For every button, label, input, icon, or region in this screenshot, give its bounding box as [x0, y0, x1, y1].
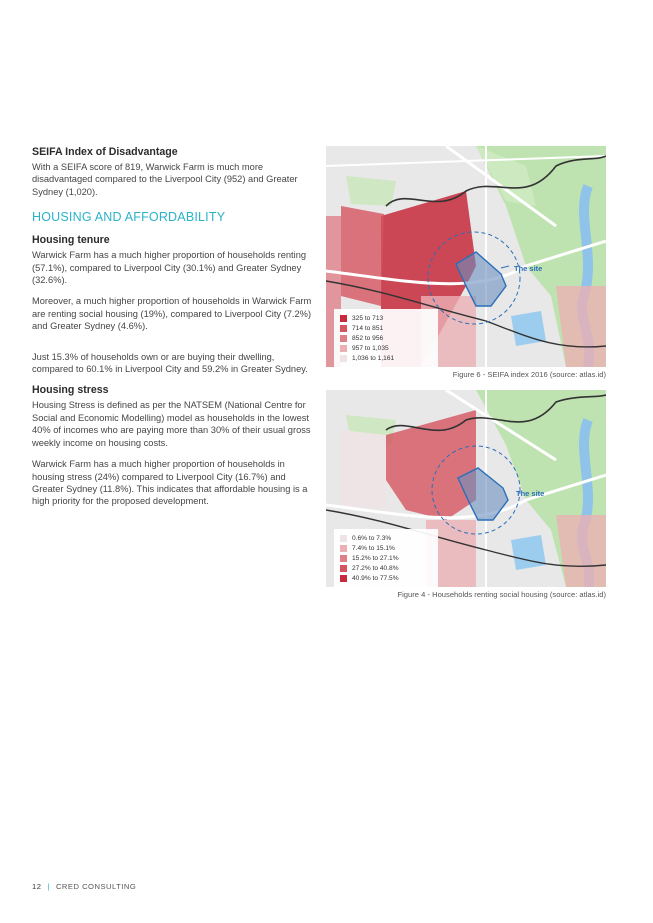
footer-org: CRED CONSULTING [55, 882, 137, 891]
social-housing-legend [334, 529, 438, 587]
tenure-heading: Housing tenure [32, 234, 110, 247]
section-title: HOUSING AND AFFORDABILITY [32, 210, 226, 225]
tenure-paragraph-3: Just 15.3% of households own or are buying their dwelling, compared to 60.1% in Liverpool City and 59.2% in Greater Sydney. [32, 351, 308, 375]
social-housing-map [326, 390, 606, 587]
legend-swatch [340, 575, 347, 582]
seifa-map [326, 146, 606, 367]
stress-paragraph-1: Housing Stress is defined as per the NATSEM (National Centre for Social and Economic Modelling) model as households in the lowest 40% of incomes who are paying more than 30% of their usual gross weekly income on housing costs. [32, 400, 311, 448]
legend-label: 27.2% to 40.8% [352, 564, 399, 572]
legend-swatch [340, 355, 347, 362]
legend-item [340, 343, 432, 353]
legend-item [340, 353, 432, 363]
legend-label: 714 to 851 [352, 324, 384, 332]
social-housing-caption: Figure 4 - Households renting social housing (source: atlas.id) [397, 590, 606, 599]
legend-swatch [340, 335, 347, 342]
legend-swatch [340, 545, 347, 552]
social-housing-figure [326, 390, 606, 599]
seifa-heading: SEIFA Index of Disadvantage [32, 146, 178, 158]
legend-label: 7.4% to 15.1% [352, 544, 395, 552]
seifa-legend [334, 309, 438, 367]
legend-item [340, 313, 432, 323]
legend-item [340, 543, 432, 553]
legend-label: 40.9% to 77.5% [352, 574, 399, 582]
legend-label: 15.2% to 27.1% [352, 554, 399, 562]
tenure-paragraph-2: Moreover, a much higher proportion of households in Warwick Farm are renting social housing (19%), compared to Liverpool City (7.2%) and Greater Sydney (4.6%). [32, 296, 312, 332]
legend-swatch [340, 345, 347, 352]
legend-swatch [340, 535, 347, 542]
tenure-paragraph-1: Warwick Farm has a much higher proportion of households renting (57.1%), compared to Liverpool City (30.1%) and Greater Sydney (32.6%). [32, 250, 307, 286]
legend-label: 957 to 1,035 [352, 344, 389, 352]
legend-item [340, 333, 432, 343]
page-number: 12 [32, 882, 42, 891]
legend-label: 1,036 to 1,161 [352, 354, 395, 362]
stress-paragraph-2: Warwick Farm has a much higher proportion of households in housing stress (24%) compared to Liverpool City (16.7%) and Greater Sydney (11.8%). This indicates that affordable housing is a high priority for the proposed development. [32, 459, 308, 507]
legend-item [340, 553, 432, 563]
stress-heading: Housing stress [32, 384, 109, 397]
legend-item [340, 563, 432, 573]
legend-swatch [340, 555, 347, 562]
seifa-body: With a SEIFA score of 819, Warwick Farm is much more disadvantaged compared to the Liverpool City (952) and Greater Sydney (1,020). [32, 162, 298, 197]
legend-label: 0.6% to 7.3% [352, 534, 392, 542]
legend-swatch [340, 565, 347, 572]
legend-label: 325 to 713 [352, 314, 384, 322]
seifa-caption: Figure 6 - SEIFA index 2016 (source: atlas.id) [452, 370, 606, 379]
legend-item [340, 323, 432, 333]
seifa-figure [326, 146, 606, 379]
legend-item [340, 533, 432, 543]
legend-swatch [340, 315, 347, 322]
legend-item [340, 573, 432, 583]
site-label: The site [516, 489, 545, 498]
footer-separator: | [47, 882, 50, 891]
legend-swatch [340, 325, 347, 332]
legend-label: 852 to 956 [352, 334, 384, 342]
page-footer [32, 882, 136, 891]
site-label: The site [514, 264, 543, 273]
text-column [32, 146, 312, 517]
